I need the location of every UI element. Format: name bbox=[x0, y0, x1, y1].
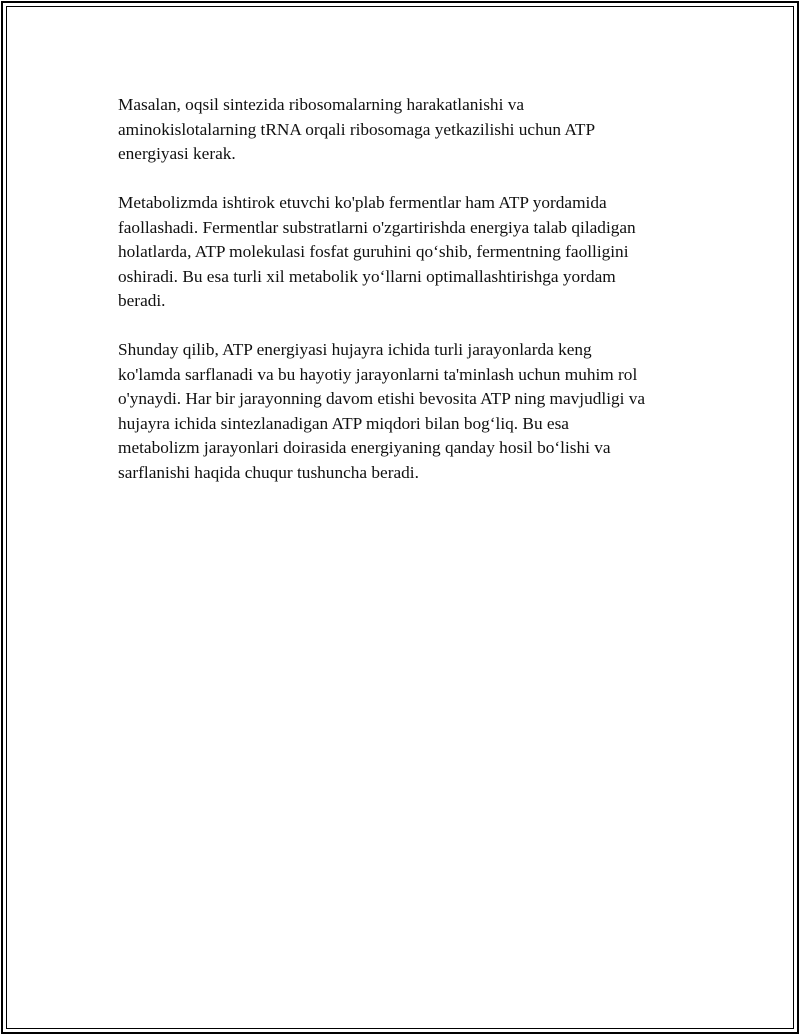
paragraph-protein-synthesis: Masalan, oqsil sintezida ribosomalarning harakatlanishi va aminokislotalarning tRNA orqali ribosomaga yetkazilishi uchun ATP energiyasi kerak. bbox=[118, 95, 596, 163]
document-body bbox=[118, 93, 698, 510]
paragraph-conclusion: Shunday qilib, ATP energiyasi hujayra ichida turli jarayonlarda keng ko'lamda sarflanadi va bu hayotiy jarayonlarni ta'minlash uchun muhim rol o'ynaydi. Har bir jarayonning davom etishi bevosita ATP ning mavjudligi va hujayra ichida sintezlanadigan ATP miqdori bilan bog‘liq. Bu esa metabolizm jarayonlari doirasida energiyaning qanday hosil bo‘lishi va sarflanishi haqida chuqur tushuncha beradi. bbox=[118, 340, 646, 482]
paragraph-enzymes: Metabolizmda ishtirok etuvchi ko'plab fermentlar ham ATP yordamida faollashadi. Fermentlar substratlarni o'zgartirishda energiya talab qiladigan holatlarda, ATP molekulasi fosfat guruhini qo‘shib, fermentning faolligini oshiradi. Bu esa turli xil metabolik yo‘llarni optimallashtirishga yordam beradi. bbox=[118, 193, 636, 310]
